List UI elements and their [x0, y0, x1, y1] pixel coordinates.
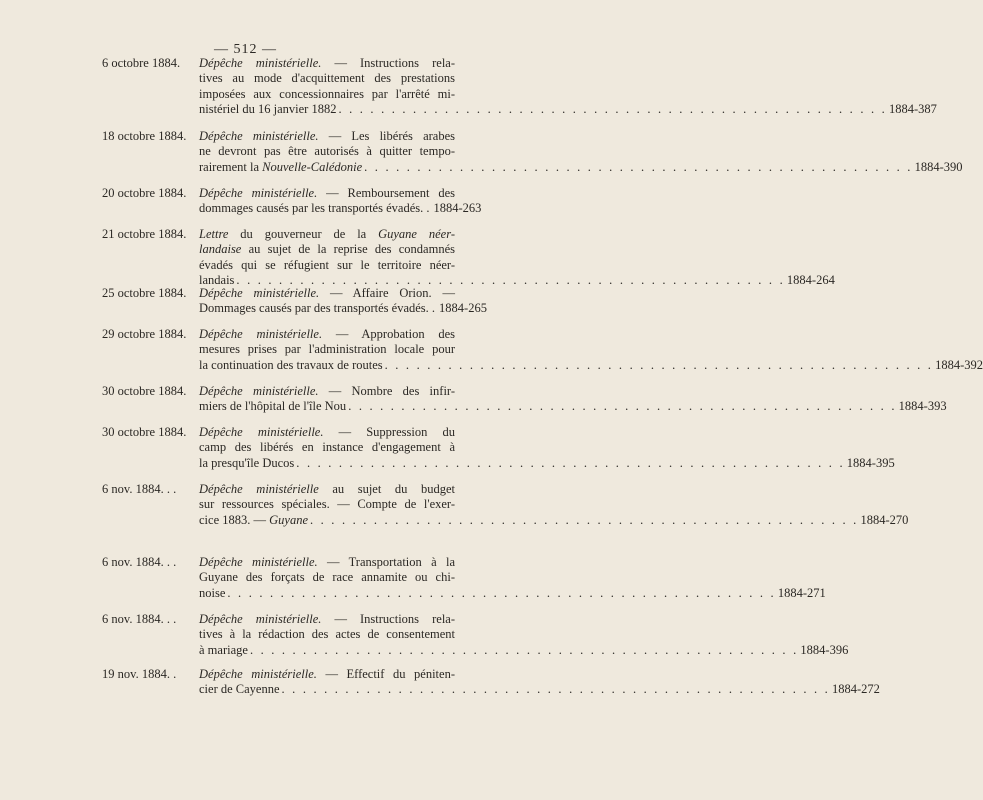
line-text: landais — [199, 273, 235, 288]
entry-line — [199, 144, 455, 159]
entry-date: 18 octobre 1884. — [102, 129, 187, 143]
italic-text: Dépêche ministérielle. — [199, 327, 323, 341]
entry-last-line-text — [199, 643, 248, 658]
dot-leader: . . . . . . . . . . . . . . . . . . . . . . . . . . . . . . . . . . . . . . . . . . . . . . . . . . . . — [338, 102, 887, 117]
italic-text: landaise — [199, 242, 242, 257]
entry-line — [199, 129, 455, 144]
entry-body — [199, 227, 835, 289]
entry-last-line — [199, 682, 880, 697]
entry-line — [199, 227, 455, 242]
entry-date: 6 nov. 1884. . . — [102, 555, 177, 569]
line-text: — Nombre des infir- — [318, 384, 455, 398]
entry-last-line — [199, 455, 895, 471]
line-text: — Effectif du péniten- — [316, 667, 455, 681]
entry-last-line-text — [199, 682, 280, 697]
entry-line — [199, 56, 455, 71]
entry-reference: 1884-387 — [888, 102, 937, 117]
italic-text: Nouvelle-Calédonie — [262, 159, 363, 174]
entry-date: 30 octobre 1884. — [102, 425, 187, 439]
entry-body — [199, 667, 880, 698]
entry-body — [199, 555, 826, 601]
line-text: tives au mode d'acquittement des prestations — [199, 71, 455, 86]
entry-last-line — [199, 201, 482, 216]
dot-leader: . . . . . . . . . . . . . . . . . . . . . . . . . . . . . . . . . . . . . . . . . . . . . . . . . . . . — [281, 682, 830, 697]
entry-line — [199, 242, 455, 257]
entry-date: 30 octobre 1884. — [102, 384, 187, 398]
line-text: — Suppression du — [323, 425, 455, 439]
dot-leader: . . . . . . . . . . . . . . . . . . . . . . . . . . . . . . . . . . . . . . . . . . . . . . . . . . . . — [364, 159, 913, 174]
entry-line — [199, 627, 455, 642]
italic-text: Dépêche ministérielle. — [199, 129, 319, 143]
entry-last-line-text — [199, 160, 362, 175]
entry-last-line-text — [199, 358, 383, 373]
italic-text: Guyane néer- — [378, 227, 455, 241]
line-text: camp des libérés en instance d'engagement à — [199, 440, 455, 455]
entry-reference: 1884-272 — [832, 682, 880, 697]
entry-line — [199, 384, 455, 399]
line-text: cice 1883. — — [199, 512, 270, 527]
entry-body — [199, 286, 487, 317]
entry-date: 19 nov. 1884. . — [102, 667, 177, 681]
dot-leader: . . . . . . . . . . . . . . . . . . . . . . . . . . . . . . . . . . . . . . . . . . . . . . . . . . . . — [310, 512, 859, 527]
entry-reference: 1884-263 — [433, 201, 482, 216]
italic-text: Dépêche ministérielle. — [199, 56, 322, 70]
line-text: évadés qui se réfugient sur le territoire néer- — [199, 257, 455, 272]
entry-last-line — [199, 102, 937, 117]
entry-last-line — [199, 301, 487, 316]
entry-body — [199, 327, 983, 373]
entry-reference: 1884-265 — [439, 301, 487, 316]
line-text: imposées aux concessionnaires par l'arrêté mi- — [199, 86, 455, 101]
italic-text: Dépêche ministérielle. — [199, 186, 318, 200]
entry-last-line — [199, 159, 963, 175]
entry-last-line — [199, 585, 826, 601]
line-text: rairement la — [199, 159, 263, 174]
entry-line — [199, 570, 455, 585]
dot-leader: . . . . . . . . . . . . . . . . . . . . . . . . . . . . . . . . . . . . . . . . . . . . . . . . . . . . — [296, 455, 845, 470]
entry-body — [199, 612, 849, 658]
line-text: ne devront pas être autorisés à quitter tempo- — [199, 144, 455, 159]
entry-body — [199, 186, 482, 217]
entry-line — [199, 258, 455, 273]
line-text: — Affaire Orion. — — [319, 286, 455, 300]
entry-last-line-text — [199, 513, 308, 528]
entry-date: 6 octobre 1884. — [102, 56, 181, 70]
page-number: — 512 — — [214, 42, 277, 57]
line-text: sur ressources spéciales. — Compte de l'exer- — [199, 497, 455, 512]
italic-text: Dépêche ministérielle. — [199, 667, 317, 681]
entry-reference: 1884-396 — [800, 642, 849, 657]
italic-text: Dépêche ministérielle. — [199, 555, 318, 569]
line-text: Dommages causés par des transportés évadés. . — [199, 301, 436, 316]
entry-line — [199, 497, 455, 512]
dot-leader: . . . . . . . . . . . . . . . . . . . . . . . . . . . . . . . . . . . . . . . . . . . . . . . . . . . . — [227, 585, 776, 600]
entry-last-line — [199, 399, 947, 414]
italic-text: Dépêche ministérielle. — [199, 286, 320, 300]
entry-last-line — [199, 357, 983, 373]
entry-line — [199, 482, 455, 497]
entry-last-line-text — [199, 399, 346, 414]
line-text: tives à la rédaction des actes de consentement — [199, 627, 455, 642]
entry-date: 20 octobre 1884. — [102, 186, 187, 200]
line-text: du gouverneur de la — [228, 227, 379, 241]
line-text: — Instructions rela- — [321, 612, 455, 626]
entry-last-line — [199, 642, 849, 658]
entry-last-line-text — [199, 201, 429, 216]
line-text: Guyane des forçats de race annamite ou chi- — [199, 570, 455, 585]
entry-last-line — [199, 512, 909, 528]
entry-line — [199, 87, 455, 102]
entry-line — [199, 555, 455, 570]
entry-last-line-text — [199, 456, 294, 471]
entry-last-line-text — [199, 102, 336, 117]
line-text: dommages causés par les transportés évadés. . — [199, 201, 430, 216]
entry-body — [199, 384, 947, 415]
entry-date: 29 octobre 1884. — [102, 327, 187, 341]
line-text: la continuation des travaux de routes — [199, 357, 383, 372]
dot-leader: . . . . . . . . . . . . . . . . . . . . . . . . . . . . . . . . . . . . . . . . . . . . . . . . . . . . — [249, 642, 799, 657]
italic-text: Dépêche ministérielle. — [199, 384, 319, 398]
entry-line — [199, 186, 455, 201]
entry-line — [199, 327, 455, 342]
line-text: mesures prises par l'administration locale pour — [199, 342, 455, 357]
entry-line — [199, 342, 455, 357]
italic-text: Lettre — [199, 227, 229, 241]
entry-last-line-text — [199, 301, 435, 316]
entry-line — [199, 71, 455, 86]
entry-reference: 1884-264 — [786, 273, 835, 288]
entry-date: 25 octobre 1884. — [102, 286, 187, 300]
entry-date: 6 nov. 1884. . . — [102, 482, 177, 496]
line-text: — Instructions rela- — [321, 56, 455, 70]
line-text: cier de Cayenne — [199, 682, 280, 697]
entry-body — [199, 129, 963, 175]
entry-reference: 1884-270 — [860, 512, 909, 527]
italic-text: Dépêche ministérielle — [199, 482, 319, 496]
entry-last-line-text — [199, 586, 225, 601]
line-text: au sujet de la reprise des condamnés — [241, 242, 455, 257]
line-text: au sujet du budget — [318, 482, 455, 496]
entry-reference: 1884-395 — [846, 455, 895, 470]
entry-line — [199, 440, 455, 455]
line-text: — Remboursement des — [317, 186, 455, 200]
dot-leader: . . . . . . . . . . . . . . . . . . . . . . . . . . . . . . . . . . . . . . . . . . . . . . . . . . . . — [348, 399, 897, 414]
line-text: noise — [199, 585, 226, 600]
entry-body — [199, 482, 909, 528]
entry-body — [199, 425, 895, 471]
dot-leader: . . . . . . . . . . . . . . . . . . . . . . . . . . . . . . . . . . . . . . . . . . . . . . . . . . . . — [384, 357, 934, 372]
entry-line — [199, 612, 455, 627]
entry-reference: 1884-393 — [898, 399, 947, 414]
entry-date: 21 octobre 1884. — [102, 227, 187, 241]
italic-text: Guyane — [269, 512, 308, 527]
entry-date: 6 nov. 1884. . . — [102, 612, 177, 626]
italic-text: Dépêche ministérielle. — [199, 612, 322, 626]
entry-reference: 1884-271 — [777, 585, 826, 600]
line-text: miers de l'hôpital de l'île Nou — [199, 399, 347, 414]
entry-body — [199, 56, 937, 118]
line-text: la presqu'île Ducos — [199, 455, 295, 470]
italic-text: Dépêche ministérielle. — [199, 425, 324, 439]
entry-reference: 1884-390 — [914, 159, 963, 174]
entry-line — [199, 425, 455, 440]
line-text: — Transportation à la — [317, 555, 455, 569]
line-text: — Les libérés arabes — [318, 129, 455, 143]
entry-line — [199, 286, 455, 301]
dot-leader: . . . . . . . . . . . . . . . . . . . . . . . . . . . . . . . . . . . . . . . . . . . . . . . . . . . . — [236, 273, 785, 288]
line-text: à mariage — [199, 642, 248, 657]
entry-line — [199, 667, 455, 682]
line-text: — Approbation des — [322, 327, 455, 341]
entry-reference: 1884-392 — [935, 357, 983, 372]
line-text: nistériel du 16 janvier 1882 — [199, 102, 337, 117]
